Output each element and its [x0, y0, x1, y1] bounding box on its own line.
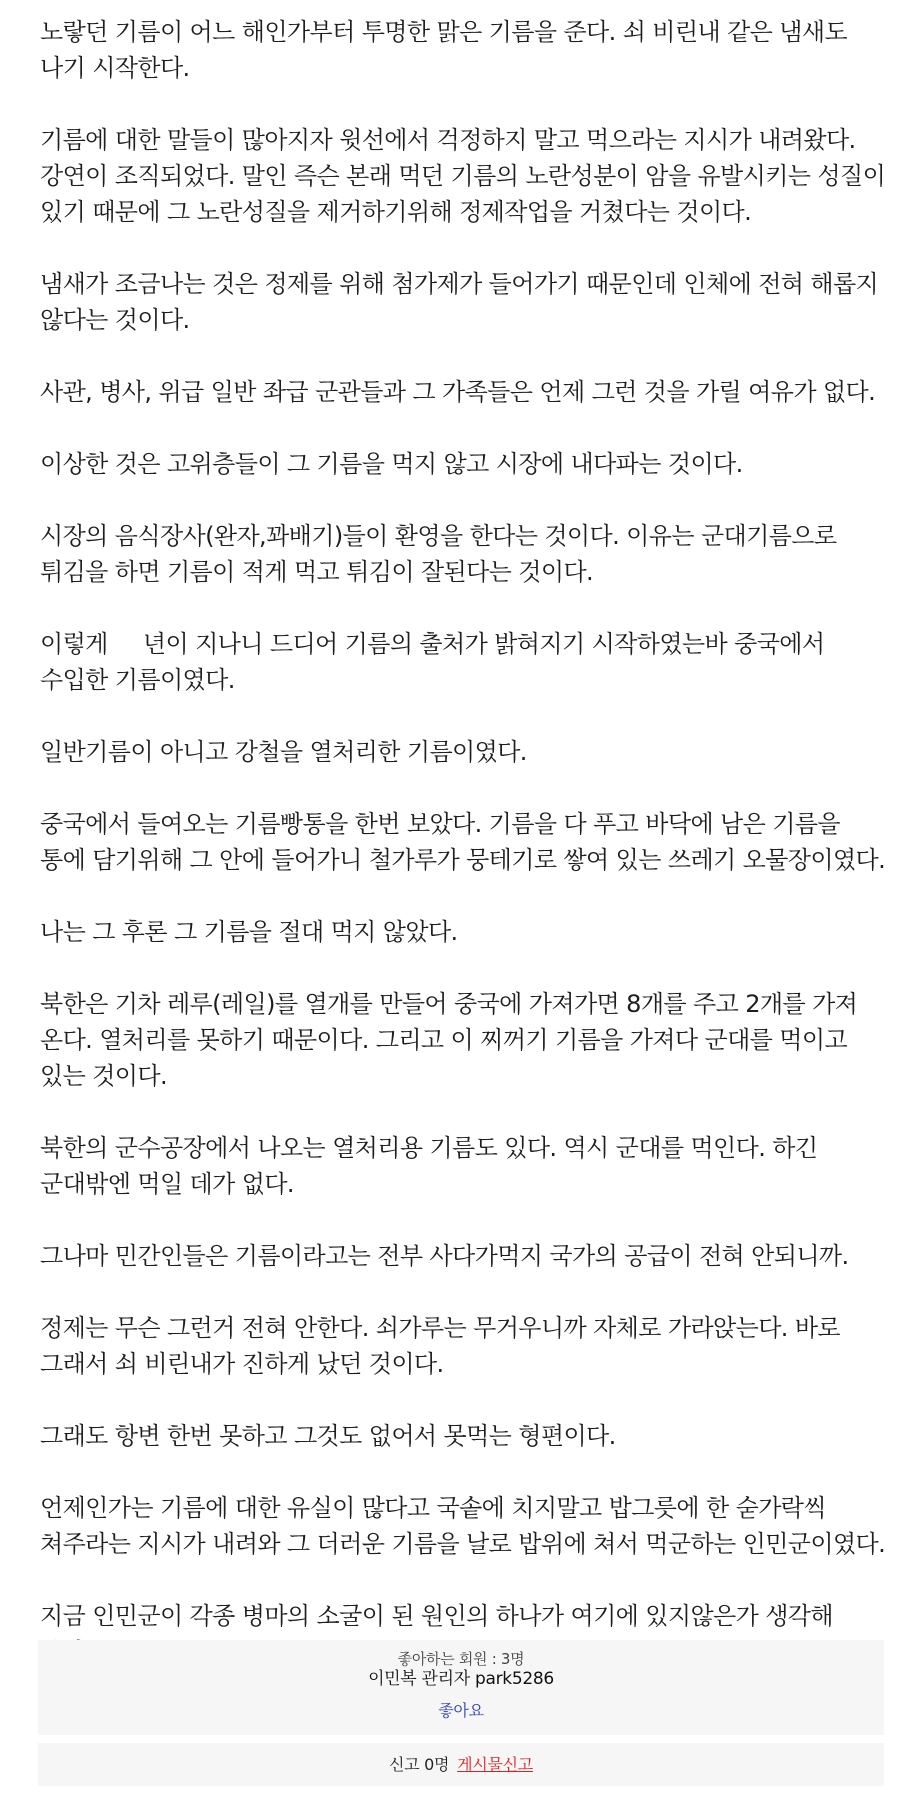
article-body	[40, 14, 890, 1670]
article-paragraph: 사관, 병사, 위급 일반 좌급 군관들과 그 가족들은 언제 그런 것을 가릴 여유가 없다.	[40, 378, 876, 406]
article-paragraph: 그래도 항변 한번 못하고 그것도 없어서 못먹는 형편이다.	[40, 1422, 616, 1450]
like-count-label: 좋아하는 회원 : 3명	[397, 1650, 525, 1668]
like-members-list: 이민복 관리자 park5286	[368, 1669, 554, 1689]
like-button[interactable]: 좋아요	[438, 1701, 484, 1720]
article-paragraph: 노랗던 기름이 어느 해인가부터 투명한 맑은 기름을 준다. 쇠 비린내 같은 냄새도 나기 시작한다.	[40, 18, 855, 82]
article-paragraph: 언제인가는 기름에 대한 유실이 많다고 국솥에 치지말고 밥그릇에 한 숟가락씩 쳐주라는 지시가 내려와 그 더러운 기름을 날로 밥위에 쳐서 먹군하는 인민군이였다.	[40, 1494, 886, 1558]
report-post-link[interactable]: 게시물신고	[457, 1755, 533, 1774]
article-paragraph: 그나마 민간인들은 기름이라고는 전부 사다가먹지 국가의 공급이 전혀 안되니까.	[40, 1242, 849, 1270]
article-paragraph: 냄새가 조금나는 것은 정제를 위해 첨가제가 들어가기 때문인데 인체에 전혀 해롭지 않다는 것이다.	[40, 270, 886, 334]
article-paragraph: 이상한 것은 고위층들이 그 기름을 먹지 않고 시장에 내다파는 것이다.	[40, 450, 743, 478]
article-paragraph: 기름에 대한 말들이 많아지자 윗선에서 걱정하지 말고 먹으라는 지시가 내려왔다. 강연이 조직되었다. 말인 즉슨 본래 먹던 기름의 노란성분이 암을 유발시키는 성질이 있기 때문에 그 노란성질을 제거하기위해 정제작업을 거쳤다는 것이다.	[40, 126, 886, 226]
article-paragraph: 시장의 음식장사(완자,꽈배기)들이 환영을 한다는 것이다. 이유는 군대기름으로 튀김을 하면 기름이 적게 먹고 튀김이 잘된다는 것이다.	[40, 522, 844, 586]
report-panel	[38, 1743, 884, 1786]
article-paragraph: 정제는 무슨 그런거 전혀 안한다. 쇠가루는 무거우니까 자체로 가라앉는다. 바로 그래서 쇠 비린내가 진하게 났던 것이다.	[40, 1314, 848, 1378]
report-count-label: 신고 0명	[389, 1755, 450, 1774]
article-paragraph: 이렇게 년이 지나니 드디어 기름의 출처가 밝혀지기 시작하였는바 중국에서 수입한 기름이였다.	[40, 630, 832, 694]
article-paragraph: 지금 인민군이 각종 병마의 소굴이 된 원인의 하나가 여기에 있지않은가 생각해	[40, 1602, 833, 1630]
article-paragraph: 나는 그 후론 그 기름을 절대 먹지 않았다.	[40, 918, 458, 946]
like-panel	[38, 1640, 884, 1735]
article-paragraph: 북한은 기차 레루(레일)를 열개를 만들어 중국에 가져가면 8개를 주고 2개를 가져 온다. 열처리를 못하기 때문이다. 그리고 이 찌꺼기 기름을 가져다 군대를 먹이고 있는 것이다.	[40, 990, 865, 1090]
article-paragraph: 일반기름이 아니고 강철을 열처리한 기름이였다.	[40, 738, 527, 766]
article-paragraph: 중국에서 들여오는 기름빵통을 한번 보았다. 기름을 다 푸고 바닥에 남은 기름을 통에 담기위해 그 안에 들어가니 철가루가 뭉테기로 쌓여 있는 쓰레기 오물장이였다.	[40, 810, 886, 874]
article-paragraph: 북한의 군수공장에서 나오는 열처리용 기름도 있다. 역시 군대를 먹인다. 하긴 군대밖엔 먹일 데가 없다.	[40, 1134, 825, 1198]
